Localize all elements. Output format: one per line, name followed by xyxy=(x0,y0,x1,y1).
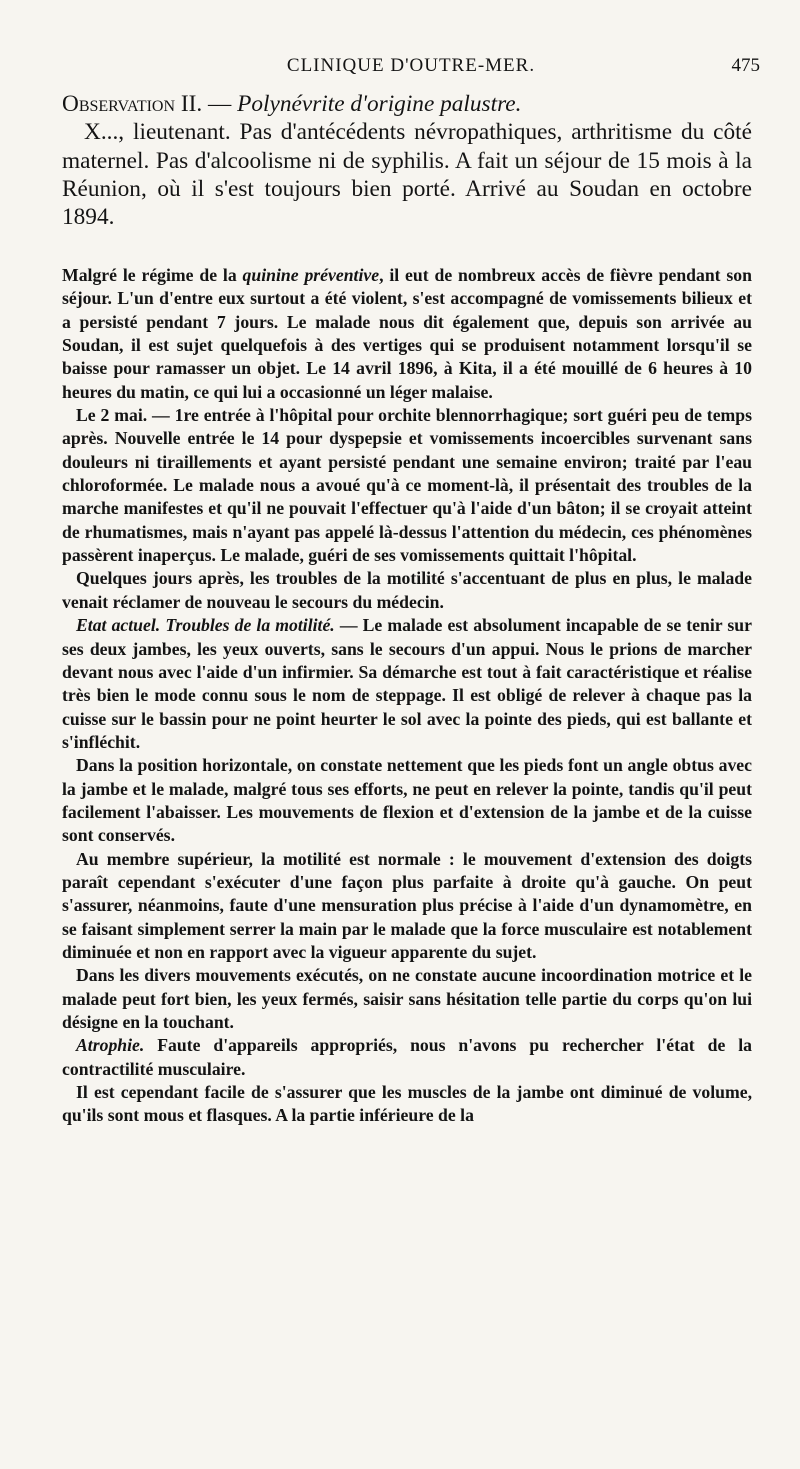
observation-intro: X..., lieutenant. Pas d'antécédents névropathiques, arthritisme du côté maternel. Pas d'alcoolisme ni de syphilis. A fait un séjour de 15 mois à la Réunion, où il s'est toujours bien porté. Arrivé au Soudan en octobre 1894. xyxy=(62,119,752,231)
page-header xyxy=(62,55,760,81)
paragraph-coordination: Dans les divers mouvements exécutés, on ne constate aucune incoordination motrice et le malade peut fort bien, les yeux fermés, saisir sans hésitation telle partie du corps qu'on lui désigne en la touchant. xyxy=(62,965,752,1032)
paragraph-current-state xyxy=(62,614,752,754)
emphasis-quinine: quinine préventive xyxy=(242,265,380,285)
paragraph-hospital: Le 2 mai. — 1re entrée à l'hôpital pour orchite blennorrhagique; sort guéri peu de temps après. Nouvelle entrée le 14 pour dyspepsie et vomissements incoercibles survenant sans douleurs ni tiraillements et ayant persisté pendant une semaine environ; traité par l'eau chloroformée. Le malade nous a avoué qu'à ce moment-là, il présentait des troubles de la marche manifestes et qu'il ne pouvait l'effectuer qu'à l'aide d'un bâton; il se croyait atteint de rhumatismes, mais n'ayant pas appelé là-dessus l'attention du médecin, ces phénomènes passèrent inaperçus. Le malade, guéri de ses vomissements quittait l'hôpital. xyxy=(62,405,752,566)
paragraph-text: Faute d'appareils appropriés, nous n'avons pu rechercher l'état de la contractilité musculaire. xyxy=(62,1035,752,1079)
paragraph-text: , il eut de nombreux accès de fièvre pendant son séjour. L'un d'entre eux surtout a été violent, s'est accompagné de vomissements bilieux et a persisté pendant 7 jours. Le malade nous dit également que, depuis son arrivée au Soudan, il est sujet quelquefois à des vertiges qui se produisent notamment lorsqu'il se baisse pour ramasser un objet. Le 14 avril 1896, à Kita, il a été mouillé de 6 heures à 10 heures du matin, ce qui lui a occasionné un léger malaise. xyxy=(62,265,752,402)
emphasis-atrophy: Atrophie. xyxy=(76,1035,145,1056)
paragraph-atrophy xyxy=(62,1034,752,1081)
paragraph-upper-limb: Au membre supérieur, la motilité est normale : le mouvement d'extension des doigts paraît cependant s'exécuter d'une façon plus parfaite à droite qu'à gauche. On peut s'assurer, néanmoins, faute d'une mensuration plus précise à l'aide d'un dynamomètre, en se faisant simplement serrer la main par le malade que la force musculaire est notablement diminuée et non en rapport avec la vigueur apparente du sujet. xyxy=(62,848,752,962)
paragraph-worsening: Quelques jours après, les troubles de la motilité s'accentuant de plus en plus, le malade venait réclamer de nouveau le secours du médecin. xyxy=(62,568,752,612)
emphasis-current-state: Etat actuel. Troubles de la motilité. xyxy=(76,615,335,636)
clinical-notes xyxy=(62,264,752,1128)
paragraph-text: Malgré le régime de la xyxy=(62,265,243,285)
running-head: CLINIQUE D'OUTRE-MER. xyxy=(286,55,536,76)
observation-label: Observation II. xyxy=(62,91,203,117)
observation-title: Polynévrite d'origine palustre. xyxy=(237,91,522,117)
paragraph-text: — Le malade est absolument incapable de se tenir sur ses deux jambes, les yeux ouverts, sans le secours d'un appui. Nous le prions de marcher devant nous avec l'aide d'un infirmier. Sa démarche est tout à fait caractéristique et réalise très bien le mode connu sous le nom de steppage. Il est obligé de relever à chaque pas la cuisse sur le bassin pour ne point heurter le sol avec la pointe des pieds, qui est ballante et s'infléchit. xyxy=(62,615,752,752)
paragraph-history xyxy=(62,264,752,404)
paragraph-muscles: Il est cependant facile de s'assurer que les muscles de la jambe ont diminué de volume, qu'ils sont mous et flasques. A la partie inférieure de la xyxy=(62,1082,752,1126)
observation-heading xyxy=(62,90,752,118)
observation-intro-block xyxy=(62,90,752,231)
observation-dash: — xyxy=(202,91,238,117)
paragraph-horizontal: Dans la position horizontale, on constate nettement que les pieds font un angle obtus avec la jambe et le malade, malgré tous ses efforts, ne peut en relever la pointe, tandis qu'il peut facilement l'abaisser. Les mouvements de flexion et d'extension de la jambe et de la cuisse sont conservés. xyxy=(62,755,752,846)
page-number: 475 xyxy=(731,55,760,76)
